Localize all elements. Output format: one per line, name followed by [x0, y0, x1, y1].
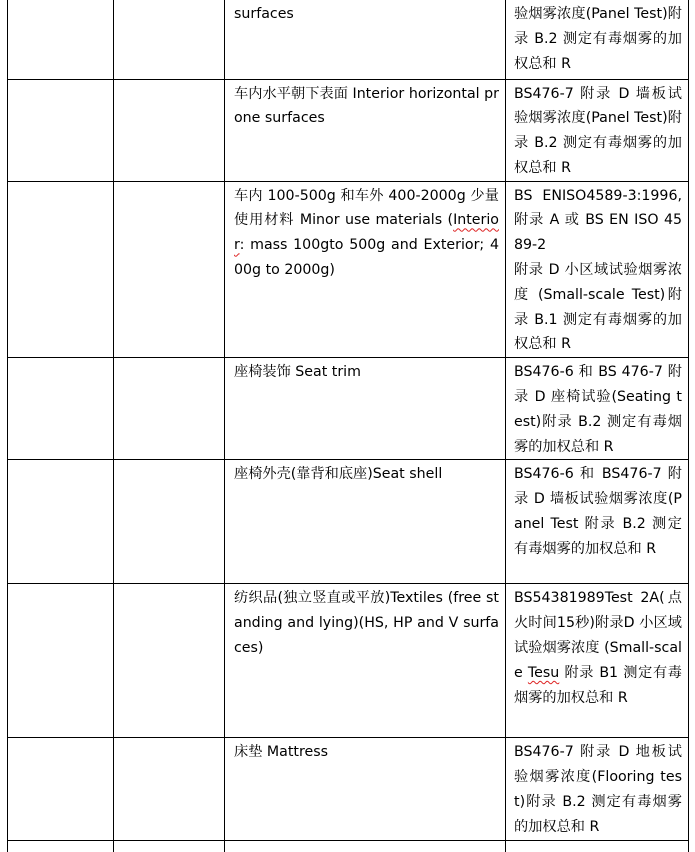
table-row [8, 79, 689, 181]
test-method-line: 附录 D 小区域试验烟雾浓度 (Small-scale Test)附录 B.1 测定有毒烟雾的加权总和 R [514, 262, 682, 353]
table-row [8, 840, 689, 852]
material-cell [225, 0, 506, 79]
test-method-cell [506, 840, 689, 852]
table-row [8, 460, 689, 584]
material-text: 座椅装饰 Seat trim [234, 364, 361, 381]
material-cell [225, 584, 506, 738]
test-method-text-tail: 附录 B1 测定有毒烟雾的加权总和 R [514, 664, 682, 706]
material-text: 座椅外壳(靠背和底座)Seat shell [234, 466, 443, 483]
test-method-text: 验烟雾浓度(Panel Test)附录 B.2 测定有毒烟雾的加权总和 R [514, 6, 682, 72]
category-cell [114, 738, 225, 840]
category-cell [114, 358, 225, 460]
table-row [8, 584, 689, 738]
material-cell [225, 840, 506, 852]
category-cell [114, 79, 225, 181]
category-cell [114, 584, 225, 738]
spellcheck-word: Tesu [527, 664, 560, 681]
category-cell [114, 181, 225, 358]
row-index-cell [8, 181, 114, 358]
test-method-text: BS476-7 附录 D 地板试验烟雾浓度(Flooring test)附录 B.2 测定有毒烟雾的加权总和 R [514, 744, 682, 835]
material-text: 床垫 Mattress [234, 744, 328, 761]
table-row [8, 181, 689, 358]
category-cell [114, 0, 225, 79]
test-method-cell [506, 358, 689, 460]
table-row [8, 358, 689, 460]
test-method-text: BS476-7 附录 D 墙板试验烟雾浓度(Panel Test)附录 B.2 测定有毒烟雾的加权总和 R [514, 85, 682, 176]
test-method-text: BS476-6 和 BS476-7 附录 D 墙板试验烟雾浓度(Panel Test 附录 B.2 测定有毒烟雾的加权总和 R [514, 466, 682, 557]
test-method-cell [506, 460, 689, 584]
row-index-cell [8, 358, 114, 460]
material-cell [225, 181, 506, 358]
row-index-cell [8, 584, 114, 738]
test-method-cell [506, 181, 689, 358]
standards-table [7, 0, 689, 852]
material-cell [225, 79, 506, 181]
material-cell [225, 738, 506, 840]
material-text: surfaces [234, 6, 294, 22]
test-method-cell [506, 584, 689, 738]
row-index-cell [8, 79, 114, 181]
test-method-text: BS54381989Test 2A(点火时间15秒)附录D 小区域试验烟雾浓度 (Small-scale [514, 590, 682, 681]
material-text: 纺织品(独立竖直或平放)Textiles (free standing and lying)(HS, HP and V surfaces) [234, 590, 499, 657]
row-index-cell [8, 0, 114, 79]
test-method-line: BS ENISO4589-3:1996, 附录 A 或 BS EN ISO 4589-2 [514, 187, 682, 254]
material-text: 车内水平朝下表面 Interior horizontal prone surfaces [234, 85, 499, 127]
material-cell [225, 460, 506, 584]
row-index-cell [8, 460, 114, 584]
material-text: 车内 100-500g 和车外 400-2000g 少量使用材料 Minor use materials ( [234, 187, 499, 229]
material-text-tail: : mass 100gto 500g and Exterior; 400g to 2000g) [234, 237, 499, 279]
test-method-cell [506, 0, 689, 79]
test-method-text: BS476-6 和 BS 476-7 附录 D 座椅试验(Seating test)附录 B.2 测定有毒烟雾的加权总和 R [514, 364, 682, 455]
spellcheck-word: Interior [234, 212, 499, 254]
table-row [8, 738, 689, 840]
material-cell [225, 358, 506, 460]
test-method-cell [506, 79, 689, 181]
category-cell [114, 460, 225, 584]
test-method-cell [506, 738, 689, 840]
category-cell [114, 840, 225, 852]
row-index-cell [8, 738, 114, 840]
table-row [8, 0, 689, 79]
row-index-cell [8, 840, 114, 852]
